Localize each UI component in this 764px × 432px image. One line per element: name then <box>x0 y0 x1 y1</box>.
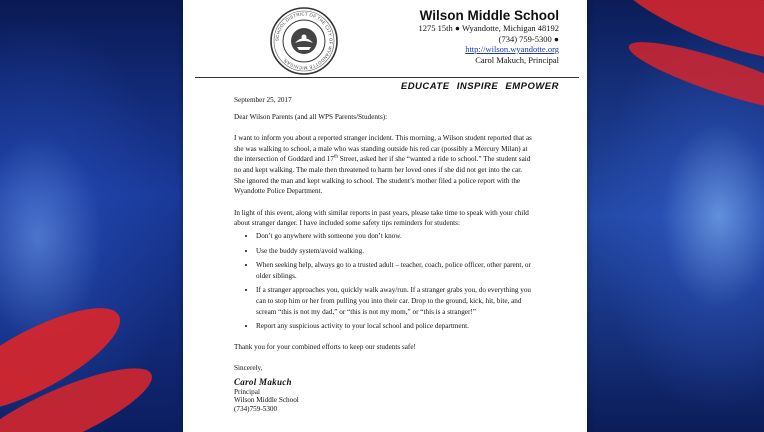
school-name: Wilson Middle School <box>419 8 559 23</box>
letter-body <box>234 95 534 413</box>
school-seal-icon <box>269 6 339 76</box>
header-divider <box>195 77 579 78</box>
paragraph-text: I want to inform you about a reported stranger incident. This morning, a Wilson student reported that as she was walking to school, a male who was standing outside his red car (possibly a Mercury Milan) at the intersection of Goddard and 17 <box>234 134 532 164</box>
signer-title: Principal <box>234 387 260 396</box>
superscript-text: th <box>334 154 338 160</box>
list-item: • Report any suspicious activity to your local school and police department. <box>256 321 534 332</box>
signer-school: Wilson Middle School <box>234 396 299 405</box>
svg-text:SCHOOL DISTRICT OF THE CITY OF: SCHOOL DISTRICT OF THE CITY OF WYANDOTTE MICHIGAN <box>274 11 334 71</box>
school-phone: (734) 759-5300 ● <box>498 33 559 44</box>
letter-date: September 25, 2017 <box>234 96 292 104</box>
safety-tips-list <box>234 231 534 332</box>
signature: Carol Makuch <box>234 376 292 387</box>
background-left-panel <box>0 0 190 432</box>
school-motto: EDUCATE INSPIRE EMPOWER <box>400 81 559 92</box>
letter-page <box>183 0 587 432</box>
letter-closing: Sincerely, <box>234 364 263 373</box>
list-item: • If a stranger approaches you, quickly walk away/run. If a stranger grabs you, do everything you can to stop him or her from pulling you into their car. Drop to the ground, kick, hit, bite, and scream “this is not my dad,” or “this is not my mom,” or “this is a stranger!” <box>256 285 534 317</box>
letter-thanks: Thank you for your combined efforts to keep our students safe! <box>234 342 416 351</box>
list-item: • Use the buddy system/avoid walking. <box>256 246 534 257</box>
background-right-panel <box>584 0 764 432</box>
signer-phone: (734)759-5300 <box>234 404 278 413</box>
list-item: • Don’t go anywhere with someone you don’t know. <box>256 231 534 242</box>
list-item: • When seeking help, always go to a trusted adult – teacher, coach, police officer, other parent, or older siblings. <box>256 260 534 281</box>
letterhead <box>419 8 559 65</box>
paragraph-text: Street, asked her if she “wanted a ride to school.” The student said no and kept walking. The male then threatened to harm her loved ones if she did not get into the car. She ignored the man and kept walking to school. The student’s mother filed a police report with the Wyandotte Police Department. <box>234 155 531 196</box>
principal-line: Carol Makuch, Principal <box>475 54 559 65</box>
letter-paragraph-advice: In light of this event, along with similar reports in past years, please take time to speak with your child about stranger danger. I have included some safety tips reminders for students: <box>234 208 529 228</box>
school-website-link[interactable]: http://wilson.wyandotte.org <box>465 44 559 54</box>
letter-salutation: Dear Wilson Parents (and all WPS Parents/Students): <box>234 112 388 121</box>
school-address: 1275 15th ● Wyandotte, Michigan 48192 <box>418 23 559 33</box>
letter-paragraph-incident <box>234 133 534 197</box>
